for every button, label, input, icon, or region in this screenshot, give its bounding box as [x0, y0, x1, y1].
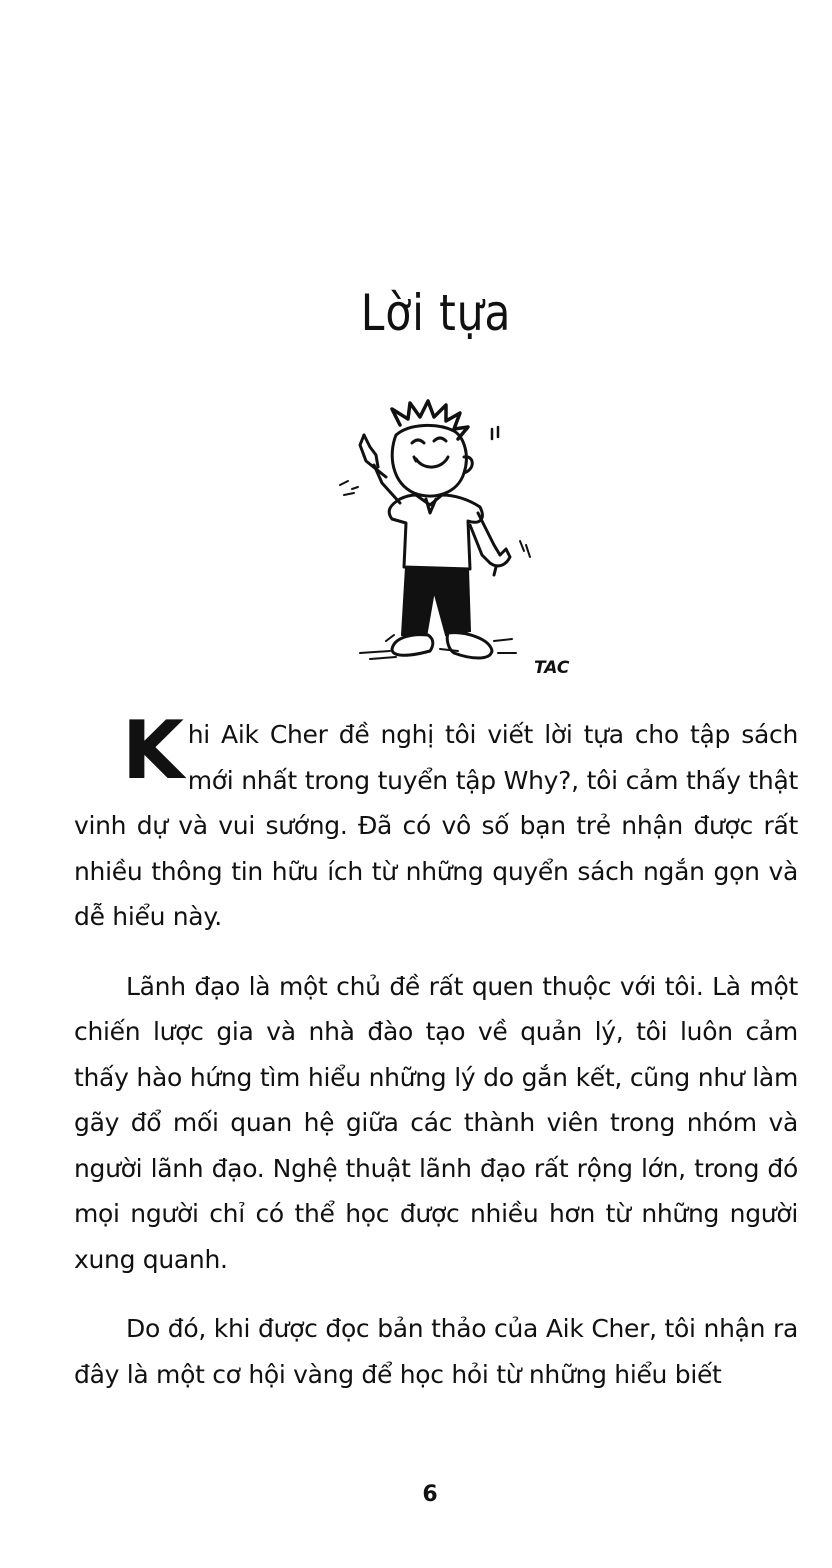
- artist-signature: TAC: [534, 658, 570, 678]
- page-number: 6: [422, 1482, 438, 1507]
- paragraph-1: [74, 704, 798, 940]
- chapter-title: Lời tựa: [360, 284, 512, 342]
- paragraph-3: Do đó, khi được đọc bản thảo của Aik Cher, tôi nhận ra đây là một cơ hội vàng để học hỏi từ những hiểu biết: [74, 1314, 798, 1389]
- paragraph-1-text: hi Aik Cher đề nghị tôi viết lời tựa cho tập sách mới nhất trong tuyển tập Why?, tôi cảm thấy thật vinh dự và vui sướng. Đã có vô số bạn trẻ nhận được rất nhiều thông tin hữu ích từ những quyển sách ngắn gọn và dễ hiểu này.: [74, 720, 798, 931]
- cartoon-boy-illustration: [330, 395, 580, 690]
- paragraph-2: Lãnh đạo là một chủ đề rất quen thuộc với tôi. Là một chiến lược gia và nhà đào tạo về quản lý, tôi luôn cảm thấy hào hứng tìm hiểu những lý do gắn kết, cũng như làm gãy đổ mối quan hệ giữa các thành viên trong nhóm và người lãnh đạo. Nghệ thuật lãnh đạo rất rộng lớn, trong đó mọi người chỉ có thể học được nhiều hơn từ những người xung quanh.: [74, 971, 798, 1274]
- drop-cap: K: [122, 704, 184, 797]
- preface-body: [74, 704, 798, 1421]
